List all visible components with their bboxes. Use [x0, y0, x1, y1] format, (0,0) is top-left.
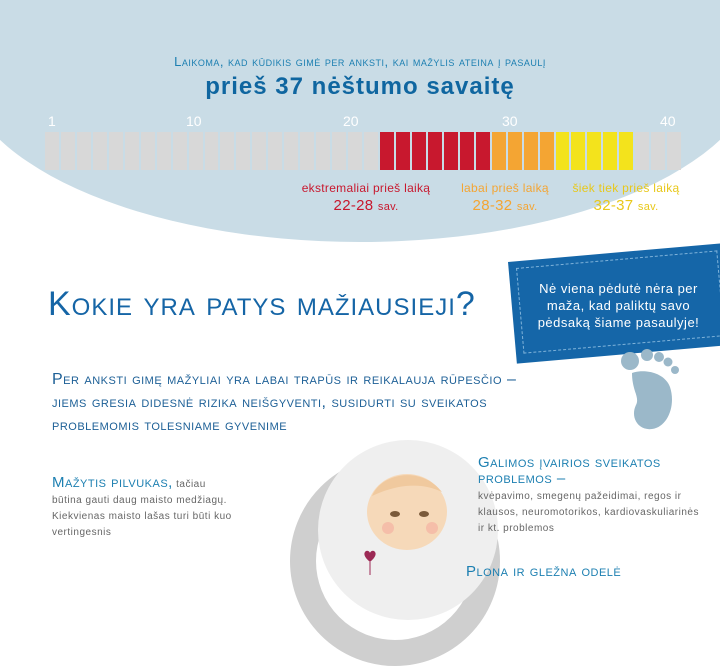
week-cell	[220, 132, 234, 170]
week-cell	[428, 132, 442, 170]
week-cell	[396, 132, 410, 170]
week-cell	[444, 132, 458, 170]
week-cell	[540, 132, 554, 170]
week-cell	[316, 132, 330, 170]
scale-tick-10: 10	[186, 113, 202, 129]
week-cell	[125, 132, 139, 170]
week-cell	[364, 132, 378, 170]
range-very-weeks: 28-32 sav.	[472, 197, 538, 214]
note-health-problems	[478, 455, 708, 537]
week-cell	[651, 132, 665, 170]
week-cell	[603, 132, 617, 170]
note-small-tummy	[52, 474, 252, 541]
week-cell	[77, 132, 91, 170]
scale-tick-1: 1	[48, 113, 56, 129]
week-cell	[332, 132, 346, 170]
pregnancy-week-scale	[45, 132, 681, 170]
footprint-icon	[602, 343, 702, 433]
heart-balloon-icon	[362, 548, 378, 575]
week-cell	[556, 132, 570, 170]
scale-tick-20: 20	[343, 113, 359, 129]
note-health-problems-title: Galimos įvairios sveikatos problemos –	[478, 454, 661, 487]
range-extreme-weeks: 22-28 sav.	[333, 197, 399, 214]
week-cell	[587, 132, 601, 170]
range-very-label: labai prieš laiką	[461, 181, 549, 195]
week-cell	[667, 132, 681, 170]
week-cell	[45, 132, 59, 170]
week-cell	[109, 132, 123, 170]
week-cell	[236, 132, 250, 170]
week-cell	[268, 132, 282, 170]
intro-text: Laikoma, kad kūdikis gimė per anksti, kai mažylis ateina į pasaulį	[174, 54, 546, 69]
week-cell	[189, 132, 203, 170]
note-small-tummy-body: būtina gauti daug maisto medžiagų. Kiekvienas maisto lašas turi būti kuo vertingesnis	[52, 495, 232, 538]
week-cell	[348, 132, 362, 170]
note-small-tummy-title: Mažytis pilvukas,	[52, 474, 173, 491]
week-cell	[460, 132, 474, 170]
week-cell	[635, 132, 649, 170]
week-cell	[476, 132, 490, 170]
scale-tick-40: 40	[660, 113, 676, 129]
week-cell	[380, 132, 394, 170]
range-slight	[560, 181, 692, 214]
week-cell	[524, 132, 538, 170]
intro-highlight: prieš 37 nėštumo savaitę	[205, 73, 515, 100]
note-skin-title: Plona ir gležna odelė	[466, 563, 622, 580]
page-headline: Kokie yra patys mažiausieji?	[48, 285, 476, 323]
range-slight-weeks: 32-37 sav.	[593, 197, 659, 214]
week-cell	[284, 132, 298, 170]
range-slight-label: šiek tiek prieš laiką	[572, 181, 680, 195]
note-small-tummy-tail: tačiau	[172, 479, 206, 490]
note-health-problems-body: kvėpavimo, smegenų pažeidimai, regos ir klausos, neuromotorikos, kardiovaskuliarinės ir kt. problemos	[478, 491, 699, 534]
week-cell	[252, 132, 266, 170]
week-cell	[508, 132, 522, 170]
week-cell	[412, 132, 426, 170]
week-cell	[619, 132, 633, 170]
week-cell	[141, 132, 155, 170]
scale-tick-30: 30	[502, 113, 518, 129]
baby-illustration	[352, 452, 462, 562]
range-very	[450, 181, 560, 214]
week-cell	[93, 132, 107, 170]
week-cell	[571, 132, 585, 170]
week-cell	[173, 132, 187, 170]
week-cell	[205, 132, 219, 170]
week-cell	[61, 132, 75, 170]
week-cell	[492, 132, 506, 170]
note-skin	[466, 563, 696, 580]
week-cell	[157, 132, 171, 170]
range-extreme	[286, 181, 446, 214]
ribbon-text: Nė viena pėdutė nėra per maža, kad paliktų savo pėdsaką šiame pasaulyje!	[537, 281, 700, 330]
range-extreme-label: ekstremaliai prieš laiką	[301, 181, 431, 195]
week-cell	[300, 132, 314, 170]
lead-text: Per anksti gimę mažyliai yra labai trapūs ir reikalauja rūpesčio – jiems gresia didesnė rizika neišgyventi, susidurti su sveikatos problemomis tolesniame gyvenime	[52, 371, 517, 434]
